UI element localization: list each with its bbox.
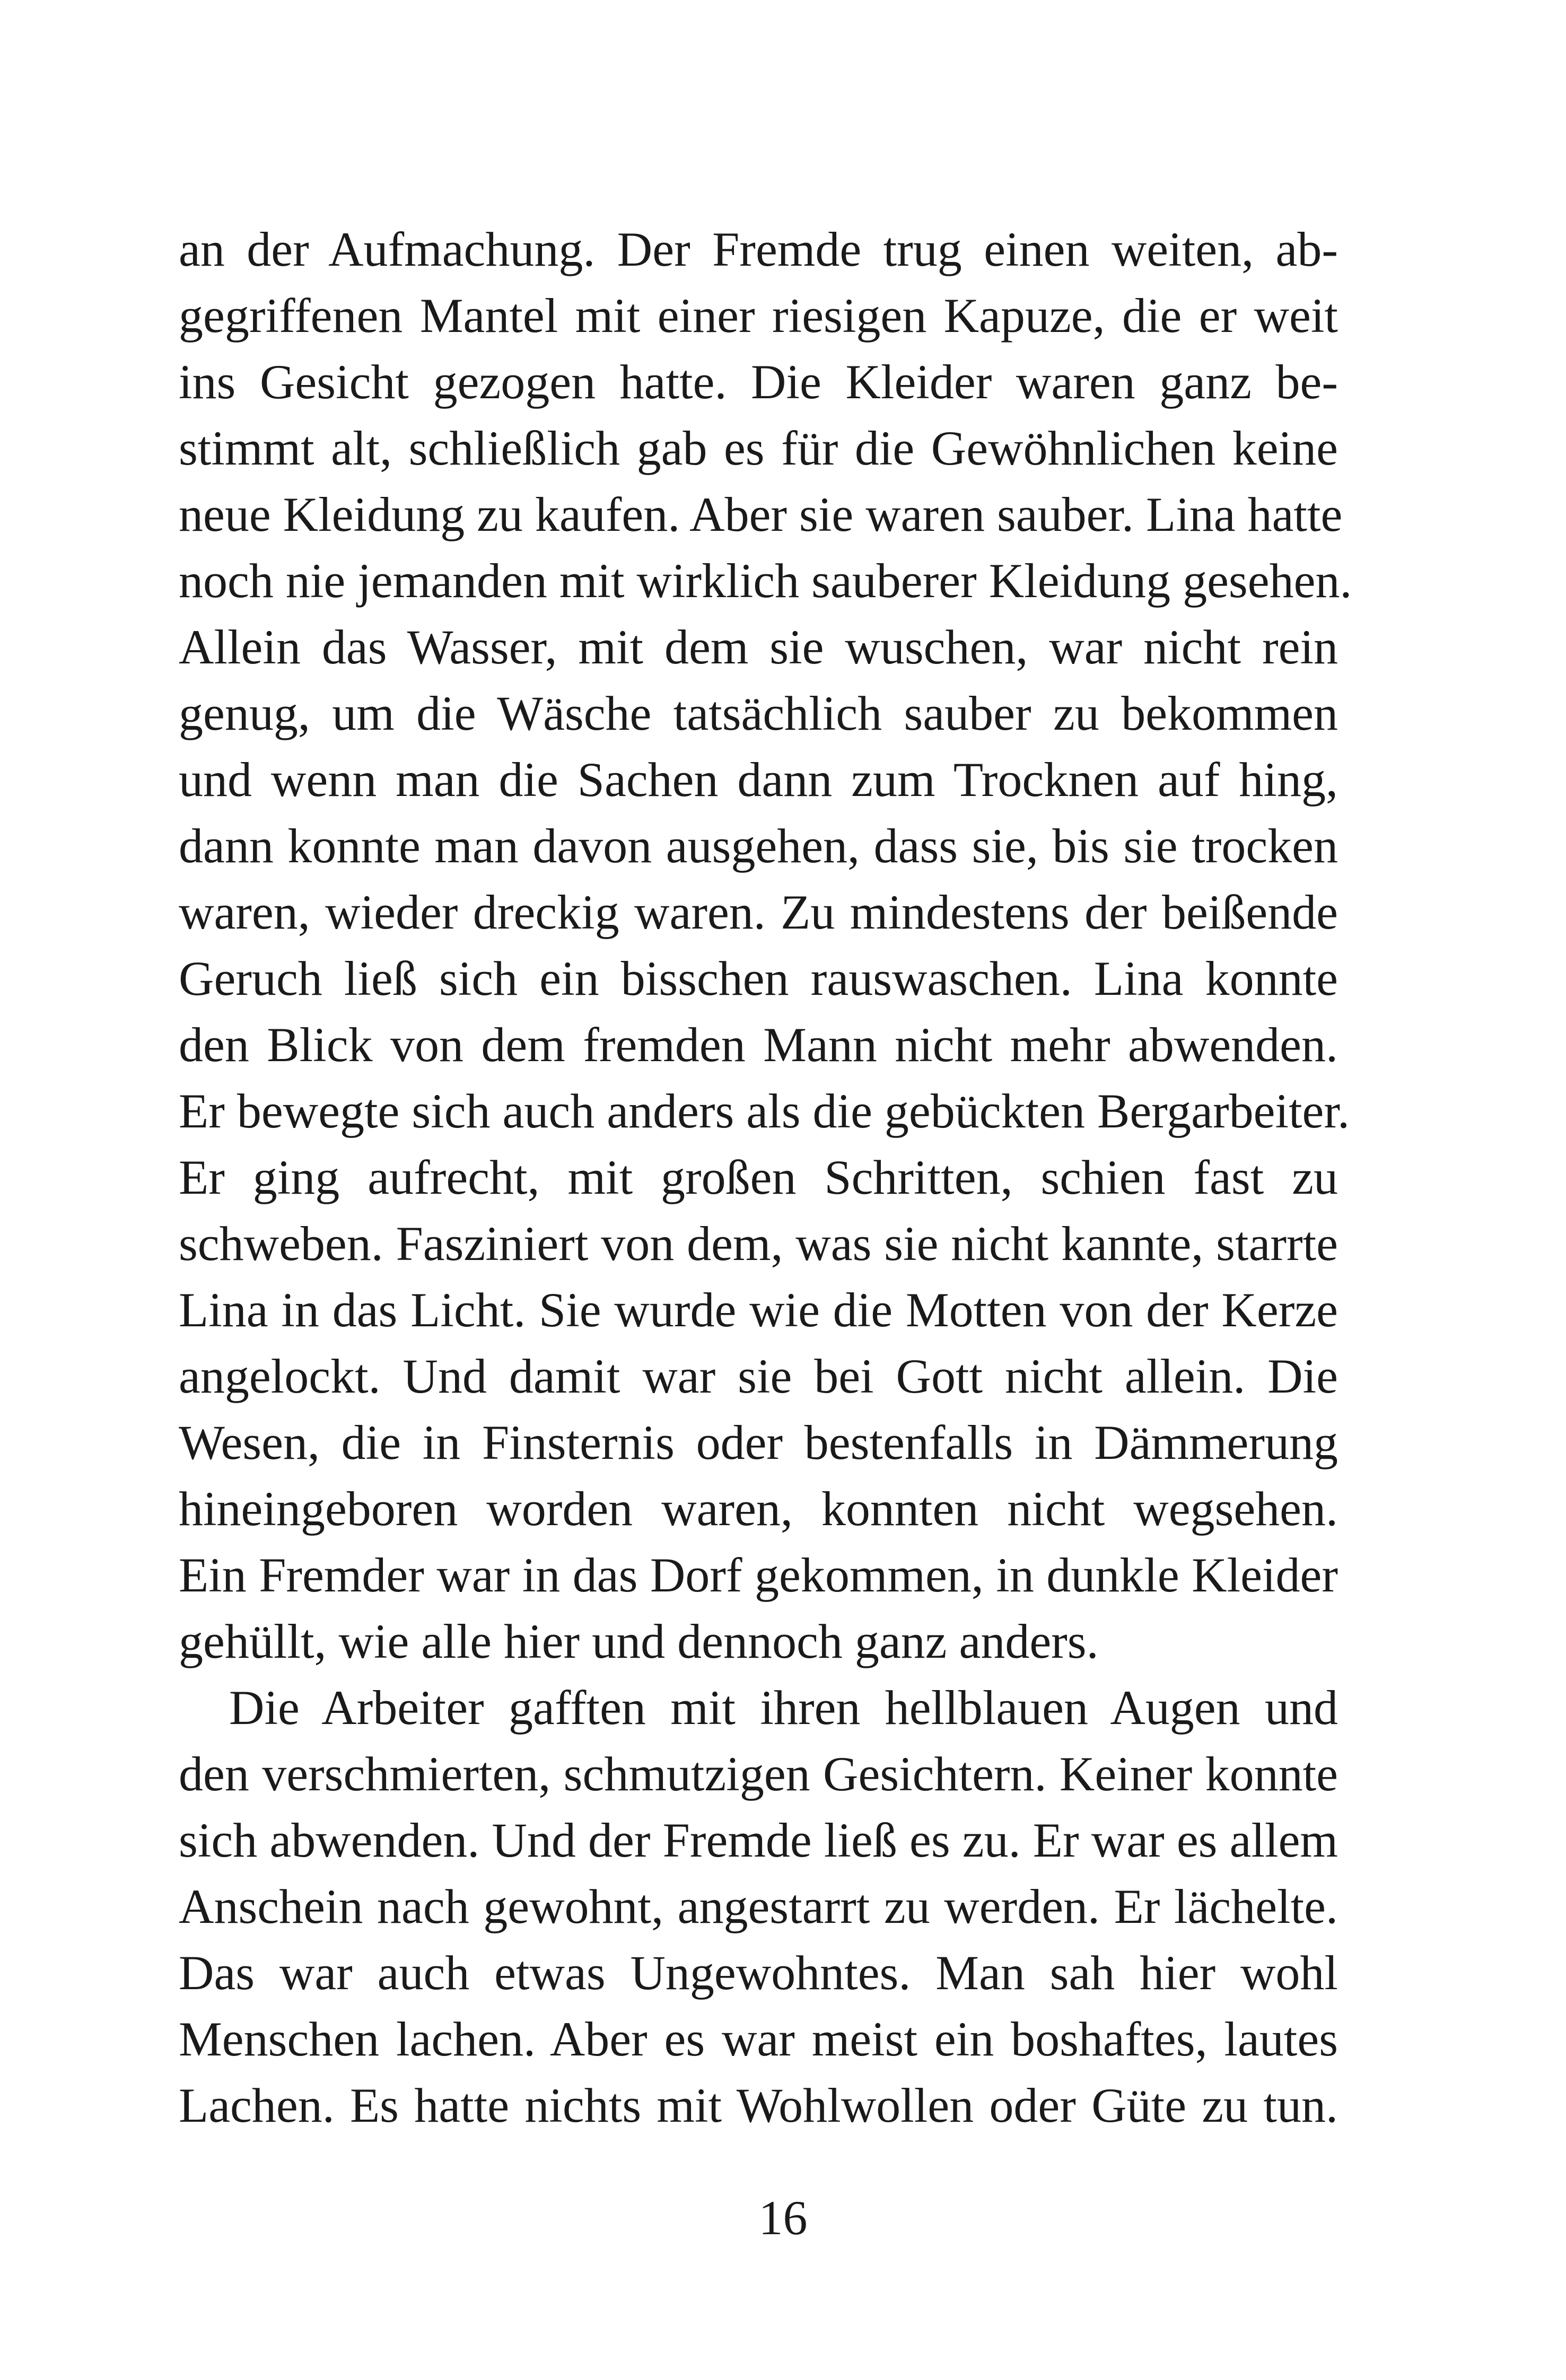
page-number: 16 [758, 2191, 808, 2245]
paragraph-2 [179, 1675, 1338, 2139]
text-line: Geruch ließ sich ein bisschen rauswaschen. Lina konnte [179, 951, 1338, 1005]
text-line: gegriffenen Mantel mit einer riesigen Kapuze, die er weit [179, 288, 1338, 343]
text-line: gehüllt, wie alle hier und dennoch ganz anders. [179, 1614, 1099, 1668]
text-line: Ein Fremder war in das Dorf gekommen, in dunkle Kleider [179, 1548, 1338, 1602]
text-line: waren, wieder dreckig waren. Zu mindestens der beißende [179, 885, 1338, 939]
text-line: Die Arbeiter gafften mit ihren hellblauen Augen und [229, 1681, 1338, 1735]
text-line: Das war auch etwas Ungewohntes. Man sah hier wohl [179, 1946, 1338, 2000]
paragraph-1 [179, 216, 1352, 1675]
text-line: angelockt. Und damit war sie bei Gott nicht allein. Die [179, 1349, 1338, 1403]
text-line: Er ging aufrecht, mit großen Schritten, schien fast zu [179, 1150, 1338, 1204]
text-line: stimmt alt, schließlich gab es für die Gewöhnlichen keine [179, 421, 1338, 475]
text-line: Menschen lachen. Aber es war meist ein boshaftes, lautes [179, 2012, 1338, 2066]
text-line: Lachen. Es hatte nichts mit Wohlwollen oder Güte zu tun. [179, 2078, 1338, 2132]
text-line: dann konnte man davon ausgehen, dass sie, bis sie trocken [179, 819, 1338, 873]
text-line: Er bewegte sich auch anders als die gebückten Bergarbeiter. [179, 1084, 1350, 1138]
text-line: den verschmierten, schmutzigen Gesichtern. Keiner konnte [179, 1747, 1338, 1801]
text-line: und wenn man die Sachen dann zum Trocknen auf hing, [179, 752, 1338, 807]
text-line: Lina in das Licht. Sie wurde wie die Motten von der Kerze [179, 1283, 1338, 1337]
text-line: den Blick von dem fremden Mann nicht mehr abwenden. [179, 1018, 1338, 1072]
text-line: Wesen, die in Finsternis oder bestenfalls in Dämmerung [179, 1415, 1338, 1469]
text-line: schweben. Fasziniert von dem, was sie nicht kannte, starrte [179, 1217, 1338, 1271]
text-line: an der Aufmachung. Der Fremde trug einen weiten, ab- [179, 222, 1338, 276]
body-text [179, 216, 1352, 2139]
text-line: ins Gesicht gezogen hatte. Die Kleider waren ganz be- [179, 355, 1338, 409]
text-line: genug, um die Wäsche tatsächlich sauber zu bekommen [179, 686, 1338, 740]
text-line: Anschein nach gewohnt, angestarrt zu werden. Er lächelte. [179, 1879, 1338, 1933]
text-line: neue Kleidung zu kaufen. Aber sie waren sauber. Lina hatte [179, 487, 1343, 541]
text-line: hineingeboren worden waren, konnten nicht wegsehen. [179, 1482, 1338, 1536]
text-line: Allein das Wasser, mit dem sie wuschen, war nicht rein [179, 620, 1338, 674]
text-line: noch nie jemanden mit wirklich sauberer Kleidung gesehen. [179, 554, 1352, 608]
text-line: sich abwenden. Und der Fremde ließ es zu. Er war es allem [179, 1813, 1338, 1867]
